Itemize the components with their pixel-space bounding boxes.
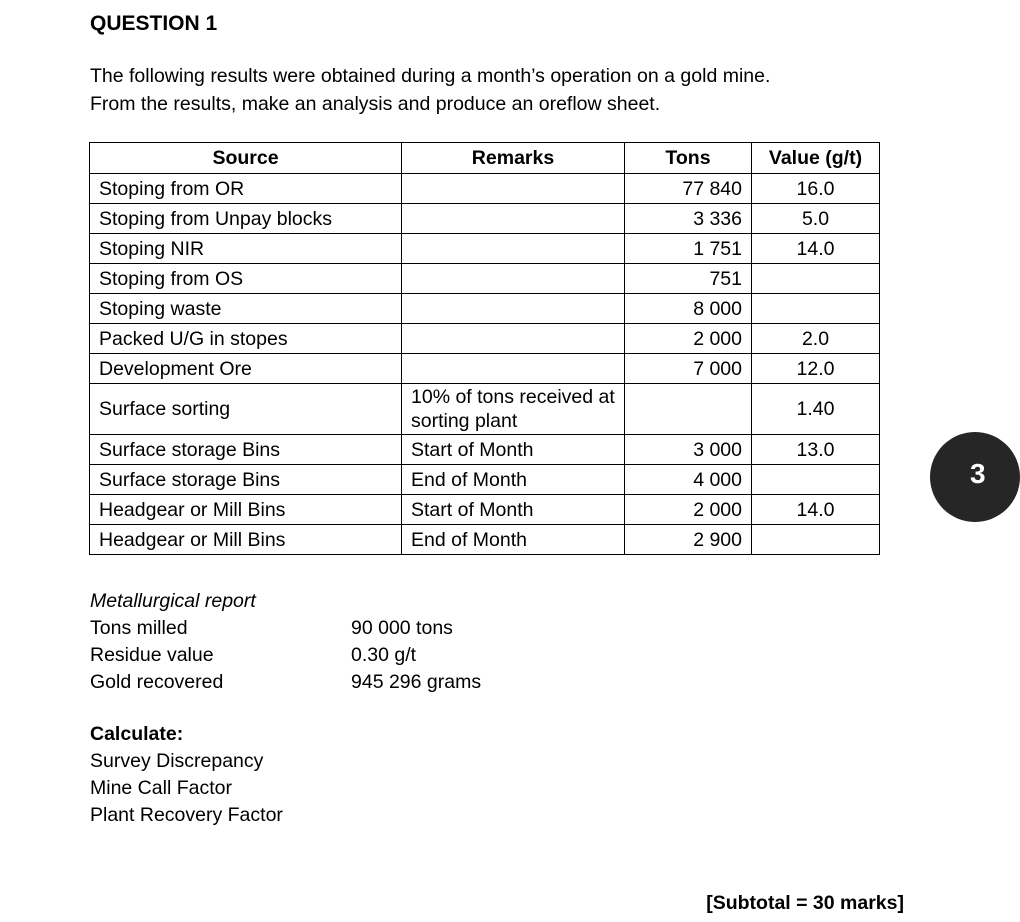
table-row [90, 465, 880, 495]
cell-value: 14.0 [752, 495, 880, 525]
cell-source: Development Ore [90, 354, 402, 384]
cell-source: Headgear or Mill Bins [90, 525, 402, 555]
table-row [90, 234, 880, 264]
metallurgical-report-title: Metallurgical report [90, 590, 256, 612]
cell-source: Stoping waste [90, 294, 402, 324]
cell-remarks: 10% of tons received at sorting plant [402, 384, 625, 435]
table-row [90, 174, 880, 204]
cell-value [752, 465, 880, 495]
cell-remarks [402, 204, 625, 234]
calculate-item: Plant Recovery Factor [90, 804, 283, 826]
table-row [90, 435, 880, 465]
cell-value: 14.0 [752, 234, 880, 264]
table-row [90, 384, 880, 435]
calculate-item: Survey Discrepancy [90, 750, 264, 772]
cell-remarks: Start of Month [402, 435, 625, 465]
intro-line: The following results were obtained during a month’s operation on a gold mine. [90, 65, 771, 87]
report-label: Tons milled [90, 617, 188, 639]
cell-source: Headgear or Mill Bins [90, 495, 402, 525]
cell-source: Stoping from Unpay blocks [90, 204, 402, 234]
calculate-item: Mine Call Factor [90, 777, 232, 799]
cell-remarks [402, 264, 625, 294]
header-value: Value (g/t) [752, 143, 880, 174]
cell-source: Stoping from OS [90, 264, 402, 294]
table-row [90, 354, 880, 384]
cell-source: Surface storage Bins [90, 465, 402, 495]
cell-value [752, 264, 880, 294]
report-value: 945 296 grams [351, 671, 482, 693]
cell-value: 1.40 [752, 384, 880, 435]
cell-value: 2.0 [752, 324, 880, 354]
cell-tons: 2 000 [625, 324, 752, 354]
table-row [90, 264, 880, 294]
calculate-section [90, 721, 283, 829]
cell-remarks [402, 174, 625, 204]
header-source: Source [90, 143, 402, 174]
report-label: Gold recovered [90, 671, 224, 693]
report-value: 90 000 tons [351, 617, 453, 639]
question-heading: QUESTION 1 [90, 12, 218, 35]
cell-tons: 4 000 [625, 465, 752, 495]
source-table [89, 142, 880, 555]
side-tab-button[interactable] [930, 432, 1020, 522]
intro-line: From the results, make an analysis and produce an oreflow sheet. [90, 93, 661, 115]
cell-value: 5.0 [752, 204, 880, 234]
question-intro [90, 62, 770, 118]
cell-source: Surface storage Bins [90, 435, 402, 465]
header-remarks: Remarks [402, 143, 625, 174]
metallurgical-report [90, 588, 482, 696]
side-tab-label: 3 [970, 458, 986, 489]
cell-remarks: End of Month [402, 525, 625, 555]
report-value: 0.30 g/t [351, 644, 417, 666]
report-label: Residue value [90, 644, 214, 666]
cell-remarks [402, 354, 625, 384]
table-row [90, 525, 880, 555]
calculate-title: Calculate: [90, 723, 184, 745]
cell-tons: 3 000 [625, 435, 752, 465]
table-header-row [90, 143, 880, 174]
report-item [90, 615, 453, 642]
cell-remarks [402, 324, 625, 354]
table-row [90, 495, 880, 525]
cell-value: 13.0 [752, 435, 880, 465]
cell-tons: 1 751 [625, 234, 752, 264]
report-item [90, 669, 482, 696]
cell-tons: 2 000 [625, 495, 752, 525]
cell-value: 12.0 [752, 354, 880, 384]
cell-tons: 8 000 [625, 294, 752, 324]
cell-tons: 7 000 [625, 354, 752, 384]
subtotal-marks: [Subtotal = 30 marks] [706, 892, 904, 914]
header-tons: Tons [625, 143, 752, 174]
cell-remarks: End of Month [402, 465, 625, 495]
cell-tons [625, 384, 752, 435]
cell-remarks [402, 234, 625, 264]
cell-source: Surface sorting [90, 384, 402, 435]
cell-remarks: Start of Month [402, 495, 625, 525]
cell-remarks [402, 294, 625, 324]
table-row [90, 204, 880, 234]
cell-tons: 751 [625, 264, 752, 294]
cell-value: 16.0 [752, 174, 880, 204]
cell-value [752, 294, 880, 324]
cell-source: Stoping from OR [90, 174, 402, 204]
table-row [90, 294, 880, 324]
cell-tons: 77 840 [625, 174, 752, 204]
cell-value [752, 525, 880, 555]
cell-tons: 3 336 [625, 204, 752, 234]
cell-source: Stoping NIR [90, 234, 402, 264]
cell-source: Packed U/G in stopes [90, 324, 402, 354]
cell-tons: 2 900 [625, 525, 752, 555]
table-row [90, 324, 880, 354]
report-item [90, 642, 417, 669]
